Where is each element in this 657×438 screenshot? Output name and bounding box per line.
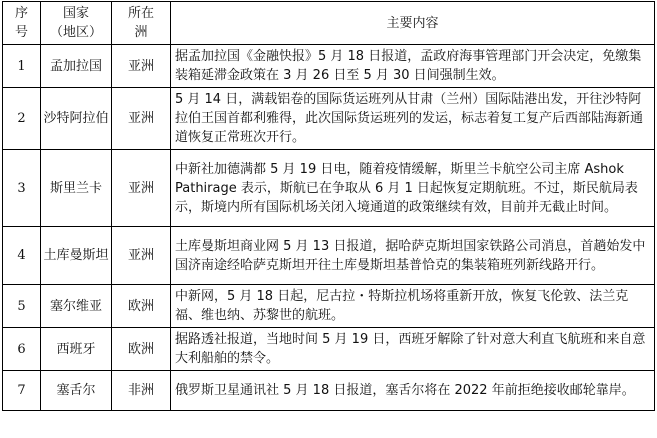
header-continent-line1: 所在 <box>127 6 154 21</box>
row-content: 中新网，5 月 18 日起，尼古拉・特斯拉机场将重新开放，恢复飞伦敦、法兰克福、维也纳、苏黎世的航班。 <box>171 285 655 328</box>
row-content: 中新社加德满都 5 月 19 日电，随着疫情缓解，斯里兰卡航空公司主席 Ashok Pathirage 表示，斯航已在争取从 6 月 1 日起恢复定期航班。不过，斯民航局表示，斯境内所有国际机场关闭入境通道的政策继续有效，目前并无截止时间。 <box>171 150 655 227</box>
header-country <box>41 2 112 45</box>
row-continent: 欧洲 <box>112 285 171 328</box>
news-table <box>2 1 655 411</box>
row-country: 沙特阿拉伯 <box>41 88 112 150</box>
row-country: 塞尔维亚 <box>41 285 112 328</box>
table-row <box>3 371 655 411</box>
table-row <box>3 150 655 227</box>
row-continent: 亚洲 <box>112 227 171 285</box>
row-index: 6 <box>3 328 41 371</box>
row-continent: 亚洲 <box>112 88 171 150</box>
header-index-line2: 号 <box>14 25 28 40</box>
row-content: 俄罗斯卫星通讯社 5 月 18 日报道，塞舌尔将在 2022 年前拒绝接收邮轮靠岸。 <box>171 371 655 411</box>
row-country: 塞舌尔 <box>41 371 112 411</box>
table-row <box>3 328 655 371</box>
row-index: 5 <box>3 285 41 328</box>
row-country: 土库曼斯坦 <box>41 227 112 285</box>
header-index <box>3 2 41 45</box>
header-content: 主要内容 <box>171 2 655 45</box>
header-continent-line2: 洲 <box>134 25 148 40</box>
row-index: 1 <box>3 45 41 88</box>
row-content: 5 月 14 日，满载铝卷的国际货运班列从甘肃（兰州）国际陆港出发，开往沙特阿拉伯王国首都利雅得，此次国际货运班列的发运，标志着复工复产后西部陆海新通道恢复正常班次开行。 <box>171 88 655 150</box>
table-row <box>3 227 655 285</box>
row-index: 2 <box>3 88 41 150</box>
row-continent: 非洲 <box>112 371 171 411</box>
row-continent: 欧洲 <box>112 328 171 371</box>
row-content: 据路透社报道，当地时间 5 月 19 日，西班牙解除了针对意大利直飞航班和来自意大利船舶的禁令。 <box>171 328 655 371</box>
header-index-line1: 序 <box>14 6 28 21</box>
table-row <box>3 45 655 88</box>
header-country-line2: （地区） <box>49 25 102 40</box>
table-row <box>3 285 655 328</box>
row-country: 西班牙 <box>41 328 112 371</box>
row-content: 据孟加拉国《金融快报》5 月 18 日报道，孟政府海事管理部门开会决定，免缴集装箱延滞金政策在 3 月 26 日至 5 月 30 日间强制生效。 <box>171 45 655 88</box>
row-country: 斯里兰卡 <box>41 150 112 227</box>
row-country: 孟加拉国 <box>41 45 112 88</box>
row-continent: 亚洲 <box>112 150 171 227</box>
header-continent <box>112 2 171 45</box>
row-index: 3 <box>3 150 41 227</box>
row-index: 4 <box>3 227 41 285</box>
table-header-row <box>3 2 655 45</box>
row-continent: 亚洲 <box>112 45 171 88</box>
row-index: 7 <box>3 371 41 411</box>
header-country-line1: 国家 <box>62 6 89 21</box>
row-content: 土库曼斯坦商业网 5 月 13 日报道，据哈萨克斯坦国家铁路公司消息，首趟始发中国济南途经哈萨克斯坦开往土库曼斯坦基普恰克的集装箱班列新线路开行。 <box>171 227 655 285</box>
table-row <box>3 88 655 150</box>
